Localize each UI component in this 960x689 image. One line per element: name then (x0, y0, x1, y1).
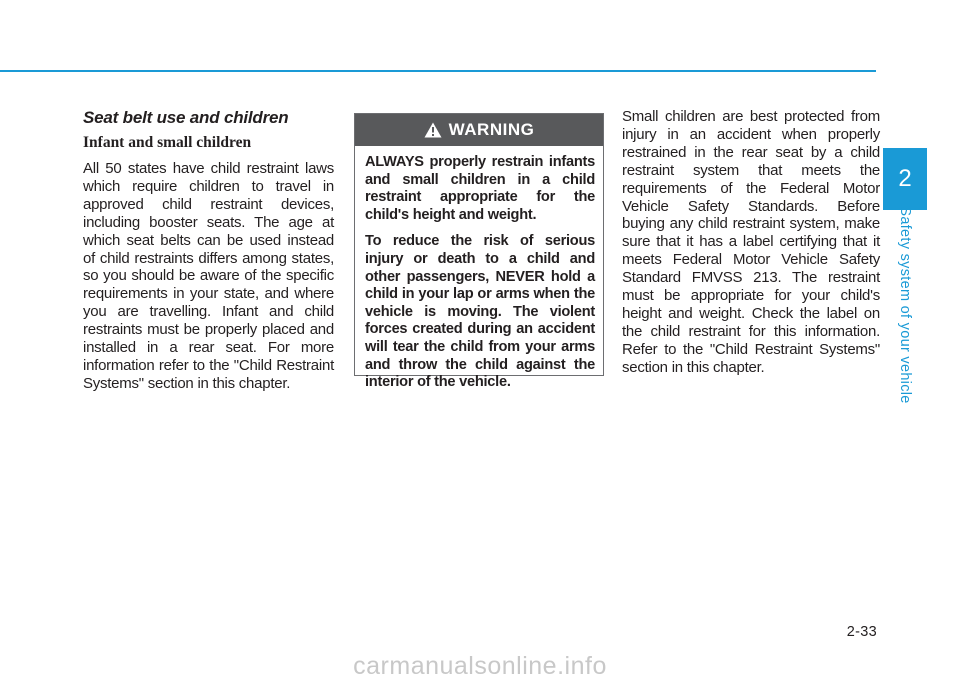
header-rule (0, 70, 876, 72)
subheading: Infant and small children (83, 134, 252, 151)
warning-box (354, 113, 604, 391)
left-paragraph: All 50 states have child restraint laws which require children to travel in approved child restraint devices, including booster seats. The age at which seat belts can be used instead of child restraints differs among states, so you should be aware of the specific requirements in your state, and where you are travelling. Infant and child restraints must be properly placed and installed in a rear seat. For more information refer to the "Child Restraint Systems" section in this chapter. (83, 160, 334, 392)
right-column (622, 108, 880, 377)
warning-title: WARNING (448, 120, 535, 139)
warning-paragraph-1: ALWAYS properly restrain infants and small children in a child restraint appropriate for the child's height and weight. (365, 154, 595, 223)
section-title: Seat belt use and children (83, 108, 289, 127)
warning-paragraph-2: To reduce the risk of serious injury or death to a child and other passengers, NEVER hold a child in your lap or arms when the vehicle is moving. The violent forces created during an accident will tear the child from your arms and throw the child against the interior of the vehicle. (365, 233, 595, 391)
right-paragraph: Small children are best protected from injury in an accident when properly restrained in the rear seat by a child restraint system that meets the requirements of the Federal Motor Vehicle Safety Standards. Before buying any child restraint system, make sure that it has a label certifying that it meets Federal Motor Vehicle Safety Standard FMVSS 213. The restraint must be appropriate for your child's height and weight. Check the label on the child restraint for this information. Refer to the "Child Restraint Systems" section in this chapter. (622, 108, 880, 376)
warning-triangle-icon (424, 122, 442, 138)
warning-body (355, 146, 603, 392)
page-number: 2-33 (846, 624, 877, 640)
chapter-title: Safety system of your vehicle (897, 206, 913, 404)
chapter-tab (883, 148, 927, 210)
chapter-number: 2 (898, 165, 912, 192)
watermark: carmanualsonline.info (353, 652, 607, 680)
left-column (83, 108, 334, 393)
warning-header (355, 114, 603, 146)
